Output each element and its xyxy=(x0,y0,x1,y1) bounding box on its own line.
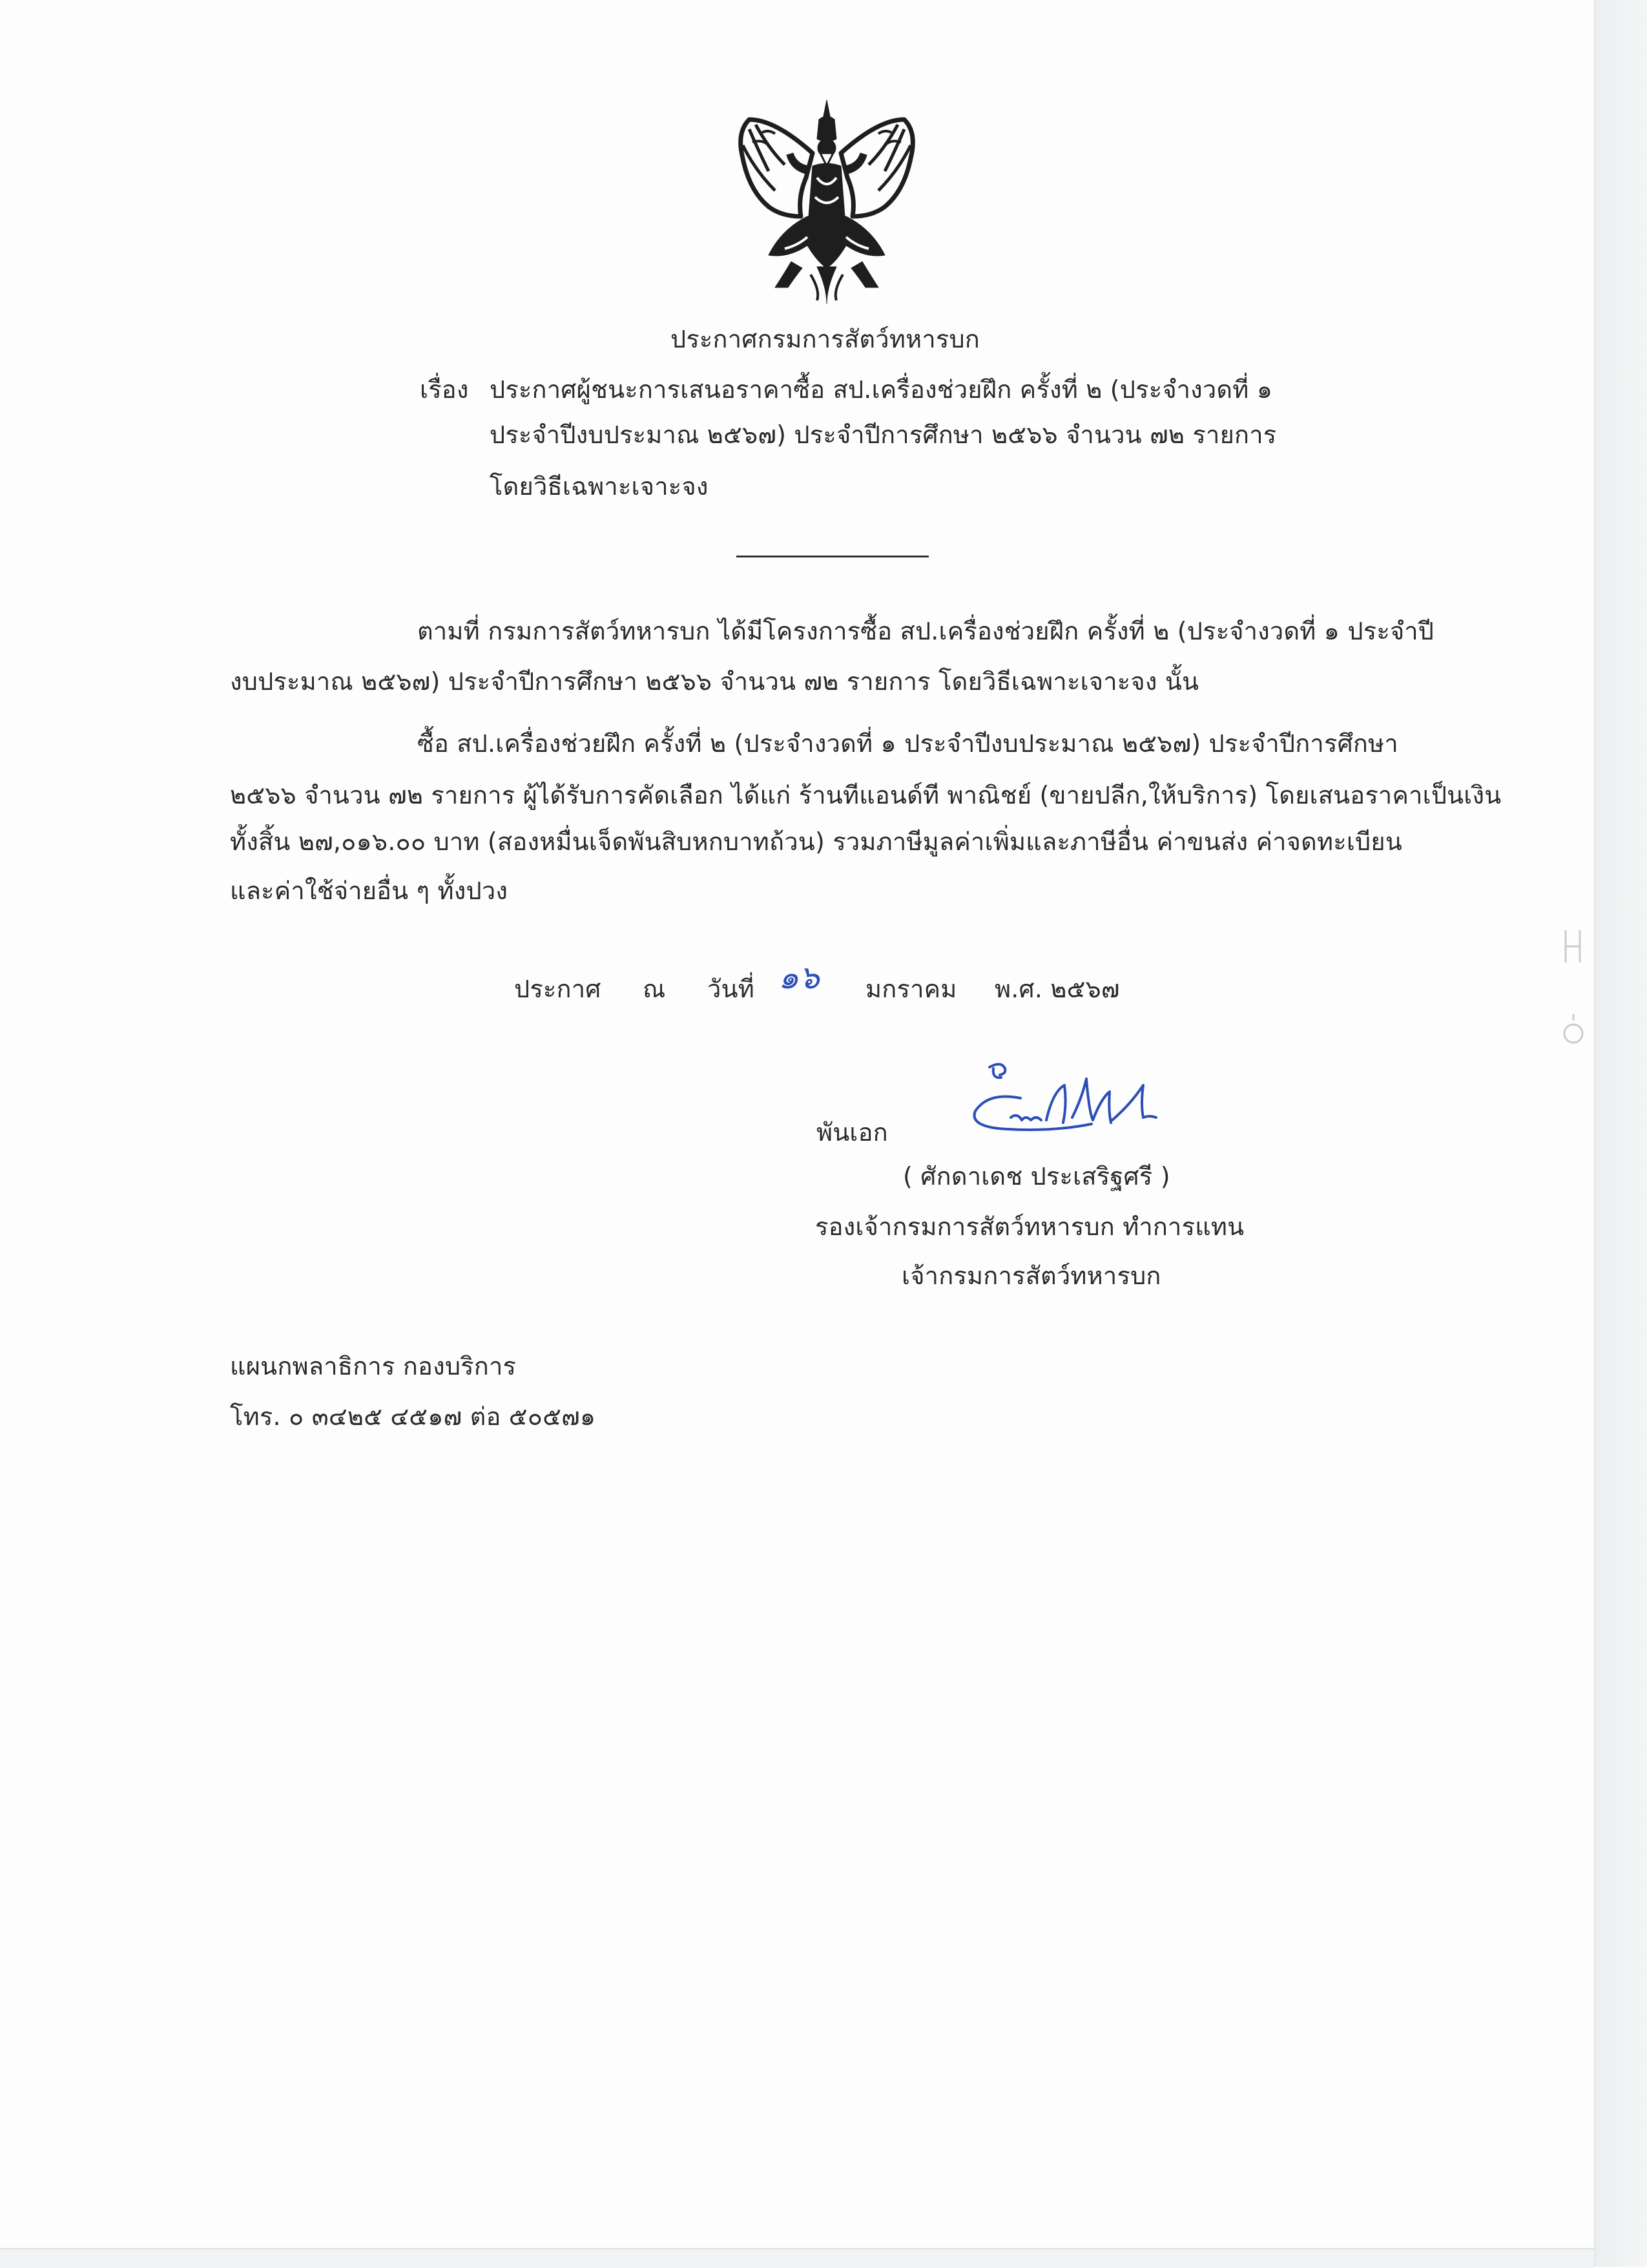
paragraph-line: ทั้งสิ้น ๒๗,๐๑๖.๐๐ บาท (สองหมื่นเจ็ดพันสิบหกบาทถ้วน) รวมภาษีมูลค่าเพิ่มและภาษีอื่น ค่าขนส่ง ค่าจดทะเบียน xyxy=(230,827,1403,856)
document-title: ประกาศกรมการสัตว์ทหารบก xyxy=(670,325,980,353)
announcement-label: ประกาศ xyxy=(514,975,601,1003)
subject-line: โดยวิธีเฉพาะเจาะจง xyxy=(490,472,709,501)
signatory-position: เจ้ากรมการสัตว์ทหารบก xyxy=(902,1262,1161,1290)
margin-pencil-mark xyxy=(1558,917,1597,1072)
divider xyxy=(736,556,929,557)
signatory-rank: พันเอก xyxy=(816,1118,888,1147)
announcement-day-label: วันที่ xyxy=(707,975,754,1003)
footer-phone: โทร. ๐ ๓๔๒๕ ๔๕๑๗ ต่อ ๕๐๕๗๑ xyxy=(230,1402,596,1431)
subject-line: ประจำปีงบประมาณ ๒๕๖๗) ประจำปีการศึกษา ๒๕๖๖ จำนวน ๗๒ รายการ xyxy=(490,421,1277,449)
handwritten-signature xyxy=(949,1053,1195,1150)
signatory-name: ( ศักดาเดช ประเสริฐศรี ) xyxy=(903,1162,1170,1191)
paragraph-line: ๒๕๖๖ จำนวน ๗๒ รายการ ผู้ได้รับการคัดเลือก ได้แก่ ร้านทีแอนด์ที พาณิชย์ (ขายปลีก,ให้บริการ) โดยเสนอราคาเป็นเงิน xyxy=(230,781,1502,809)
subject-label: เรื่อง xyxy=(420,375,469,404)
announcement-month: มกราคม xyxy=(865,975,957,1003)
announcement-year: พ.ศ. ๒๕๖๗ xyxy=(995,975,1120,1003)
paragraph-line: ซื้อ สป.เครื่องช่วยฝึก ครั้งที่ ๒ (ประจำงวดที่ ๑ ประจำปีงบประมาณ ๒๕๖๗) ประจำปีการศึกษา xyxy=(417,729,1398,758)
announcement-at: ณ xyxy=(643,975,666,1003)
footer-department: แผนกพลาธิการ กองบริการ xyxy=(230,1352,517,1380)
signatory-position: รองเจ้ากรมการสัตว์ทหารบก ทำการแทน xyxy=(815,1212,1245,1241)
page-edge xyxy=(1594,0,1647,2267)
garuda-emblem-icon xyxy=(730,94,924,307)
subject-line: ประกาศผู้ชนะการเสนอราคาซื้อ สป.เครื่องช่วยฝึก ครั้งที่ ๒ (ประจำงวดที่ ๑ xyxy=(490,375,1273,404)
paragraph-line: งบประมาณ ๒๕๖๗) ประจำปีการศึกษา ๒๕๖๖ จำนวน ๗๒ รายการ โดยวิธีเฉพาะเจาะจง นั้น xyxy=(230,667,1199,696)
paragraph-line: ตามที่ กรมการสัตว์ทหารบก ได้มีโครงการซื้อ สป.เครื่องช่วยฝึก ครั้งที่ ๒ (ประจำงวดที่ ๑ ประจำปี xyxy=(417,617,1435,645)
paragraph-line: และค่าใช้จ่ายอื่น ๆ ทั้งปวง xyxy=(230,877,508,905)
announcement-day-handwritten: ๑๖ xyxy=(778,959,820,996)
page-bottom-edge xyxy=(0,2248,1594,2268)
